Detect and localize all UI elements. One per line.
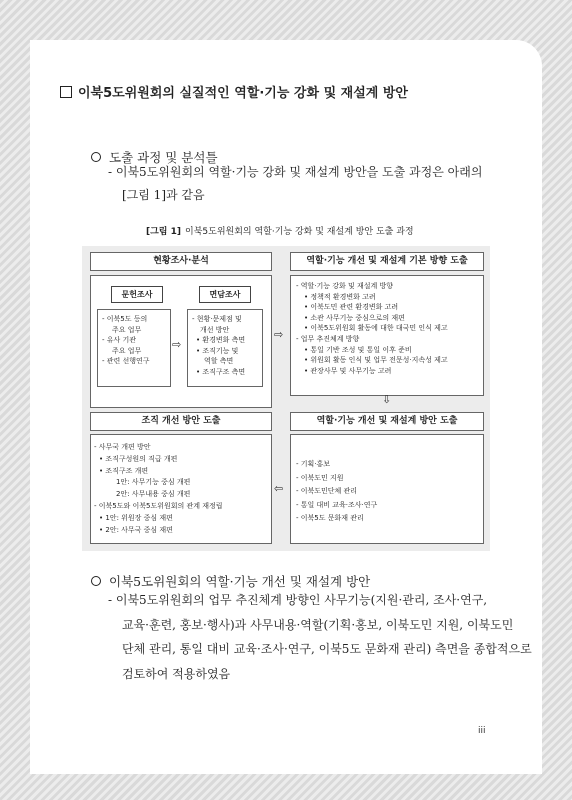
panel-redesign-plan <box>290 434 484 544</box>
process-diagram <box>82 246 490 551</box>
list-item: - 유사 기관 <box>102 336 137 345</box>
list-item: - 통일 대비 교육·조사·연구 <box>296 500 378 509</box>
list-item: • 2안: 사무국 중심 재편 <box>99 525 173 534</box>
figure-caption-text: 이북5도위원회의 역할·기능 강화 및 재설계 방안 도출 과정 <box>185 227 414 237</box>
list-item: • 이북5도위원회 활동에 대한 대국민 인식 제고 <box>304 324 448 333</box>
list-item: • 관장사무 및 사무기능 고려 <box>304 366 392 375</box>
label-interview: 면담조사 <box>199 286 251 303</box>
interview-list <box>192 314 245 378</box>
list-item: - 기획·홍보 <box>296 460 331 468</box>
label-literature-review: 문헌조사 <box>111 286 163 303</box>
list-item: - 업무 추진체계 방향 <box>296 334 360 343</box>
list-item: - 역할·기능 강화 및 재설계 방향 <box>296 282 394 290</box>
box-title-redesign-plan: 역할·기능 개선 및 재설계 방안 도출 <box>290 412 484 431</box>
list-item: • 조직구성원의 직급 개편 <box>99 454 178 463</box>
box-title-survey-analysis: 현황조사·분석 <box>90 252 272 271</box>
list-item: - 관련 선행연구 <box>102 357 150 366</box>
list-item: - 사무국 개편 방안 <box>94 443 151 451</box>
list-item: • 조직구조 측면 <box>196 367 246 376</box>
list-item: - 이북5도와 이북5도위원회의 관계 재정립 <box>94 501 223 510</box>
paragraph-2 <box>108 588 532 686</box>
list-item: - 이북도민단체 관리 <box>296 487 358 495</box>
list-item: • 소관 사무기능 중심으로의 재편 <box>304 313 405 322</box>
section-heading <box>60 82 408 101</box>
literature-review-list <box>102 314 150 367</box>
paragraph-1 <box>108 161 482 207</box>
arrow-right-icon: ⇨ <box>172 338 182 351</box>
list-item: • 이북도민 관련 환경변화 고려 <box>304 303 399 312</box>
arrow-left-icon: ⇦ <box>274 482 284 495</box>
hollow-circle-bullet-icon <box>91 576 101 586</box>
page-number: iii <box>478 726 486 736</box>
list-item: - 현황·문제점 및 <box>192 315 242 323</box>
panel-survey-analysis <box>90 275 272 408</box>
arrow-right-icon: ⇨ <box>274 328 284 341</box>
list-item: • 통일 기반 조성 및 통일 이후 준비 <box>304 345 412 354</box>
heading-text: 이북5도위원회의 실질적인 역할·기능 강화 및 재설계 방안 <box>78 86 408 101</box>
list-item: - 이북5도 등의 <box>102 315 148 323</box>
paragraph-line: 검토하여 적용하였음 <box>122 666 231 681</box>
paragraph-line: - 이북5도위원회의 업무 추진체계 방향인 사무기능(지원·관리, 조사·연구, <box>108 593 488 607</box>
list-item: 2안: 사무내용 중심 개편 <box>116 490 191 499</box>
subsection-title-text: 이북5도위원회의 역할·기능 개선 및 재설계 방안 <box>109 574 371 589</box>
redesign-plan-list <box>296 458 377 526</box>
hollow-circle-bullet-icon <box>91 152 101 162</box>
list-item: 주요 업무 <box>112 325 142 334</box>
figure-caption <box>146 224 414 237</box>
basic-direction-list <box>296 281 448 376</box>
list-item: 주요 업무 <box>112 346 142 355</box>
paragraph-line: 교육·훈련, 홍보·행사)과 사무내용·역할(기획·홍보, 이북도민 지원, 이북도민 <box>122 617 514 632</box>
literature-review-list-box <box>97 309 171 387</box>
list-item: • 조직구조 개편 <box>99 466 149 475</box>
list-item: • 환경변화 측면 <box>196 336 246 345</box>
list-item: - 이북5도 문화재 관리 <box>296 514 364 522</box>
subsection-title-text: 도출 과정 및 분석틀 <box>109 150 218 165</box>
list-item: - 이북도민 지원 <box>296 473 344 482</box>
paragraph-line: - 이북5도위원회의 역할·기능 강화 및 재설계 방안을 도출 과정은 아래의 <box>108 165 483 179</box>
interview-list-box <box>187 309 263 387</box>
arrow-down-icon: ⇩ <box>382 393 392 406</box>
figure-number: [그림 1] <box>146 227 182 237</box>
box-title-basic-direction: 역할·기능 개선 및 재설계 기본 방향 도출 <box>290 252 484 271</box>
list-item: • 위원회 활동 인식 및 업무 전문성·지속성 제고 <box>304 356 448 365</box>
box-title-org-improvement: 조직 개선 방안 도출 <box>90 412 272 431</box>
list-item: 개선 방안 <box>200 325 230 334</box>
list-item: 역할 측면 <box>204 357 234 366</box>
panel-basic-direction <box>290 275 484 396</box>
paragraph-line: 단체 관리, 통일 대비 교육·조사·연구, 이북5도 문화재 관리) 측면을 종합적으로 <box>122 642 532 656</box>
list-item: • 1안: 위원장 중심 재편 <box>99 513 173 522</box>
paragraph-line: [그림 1]과 같음 <box>122 188 205 202</box>
org-improvement-list <box>94 442 223 536</box>
list-item: • 정책적 환경변화 고려 <box>304 292 376 301</box>
list-item: • 조직기능 및 <box>196 346 239 355</box>
list-item: 1안: 사무기능 중심 개편 <box>116 478 191 487</box>
panel-org-improvement <box>90 434 272 544</box>
checkbox-square-icon <box>60 86 72 98</box>
